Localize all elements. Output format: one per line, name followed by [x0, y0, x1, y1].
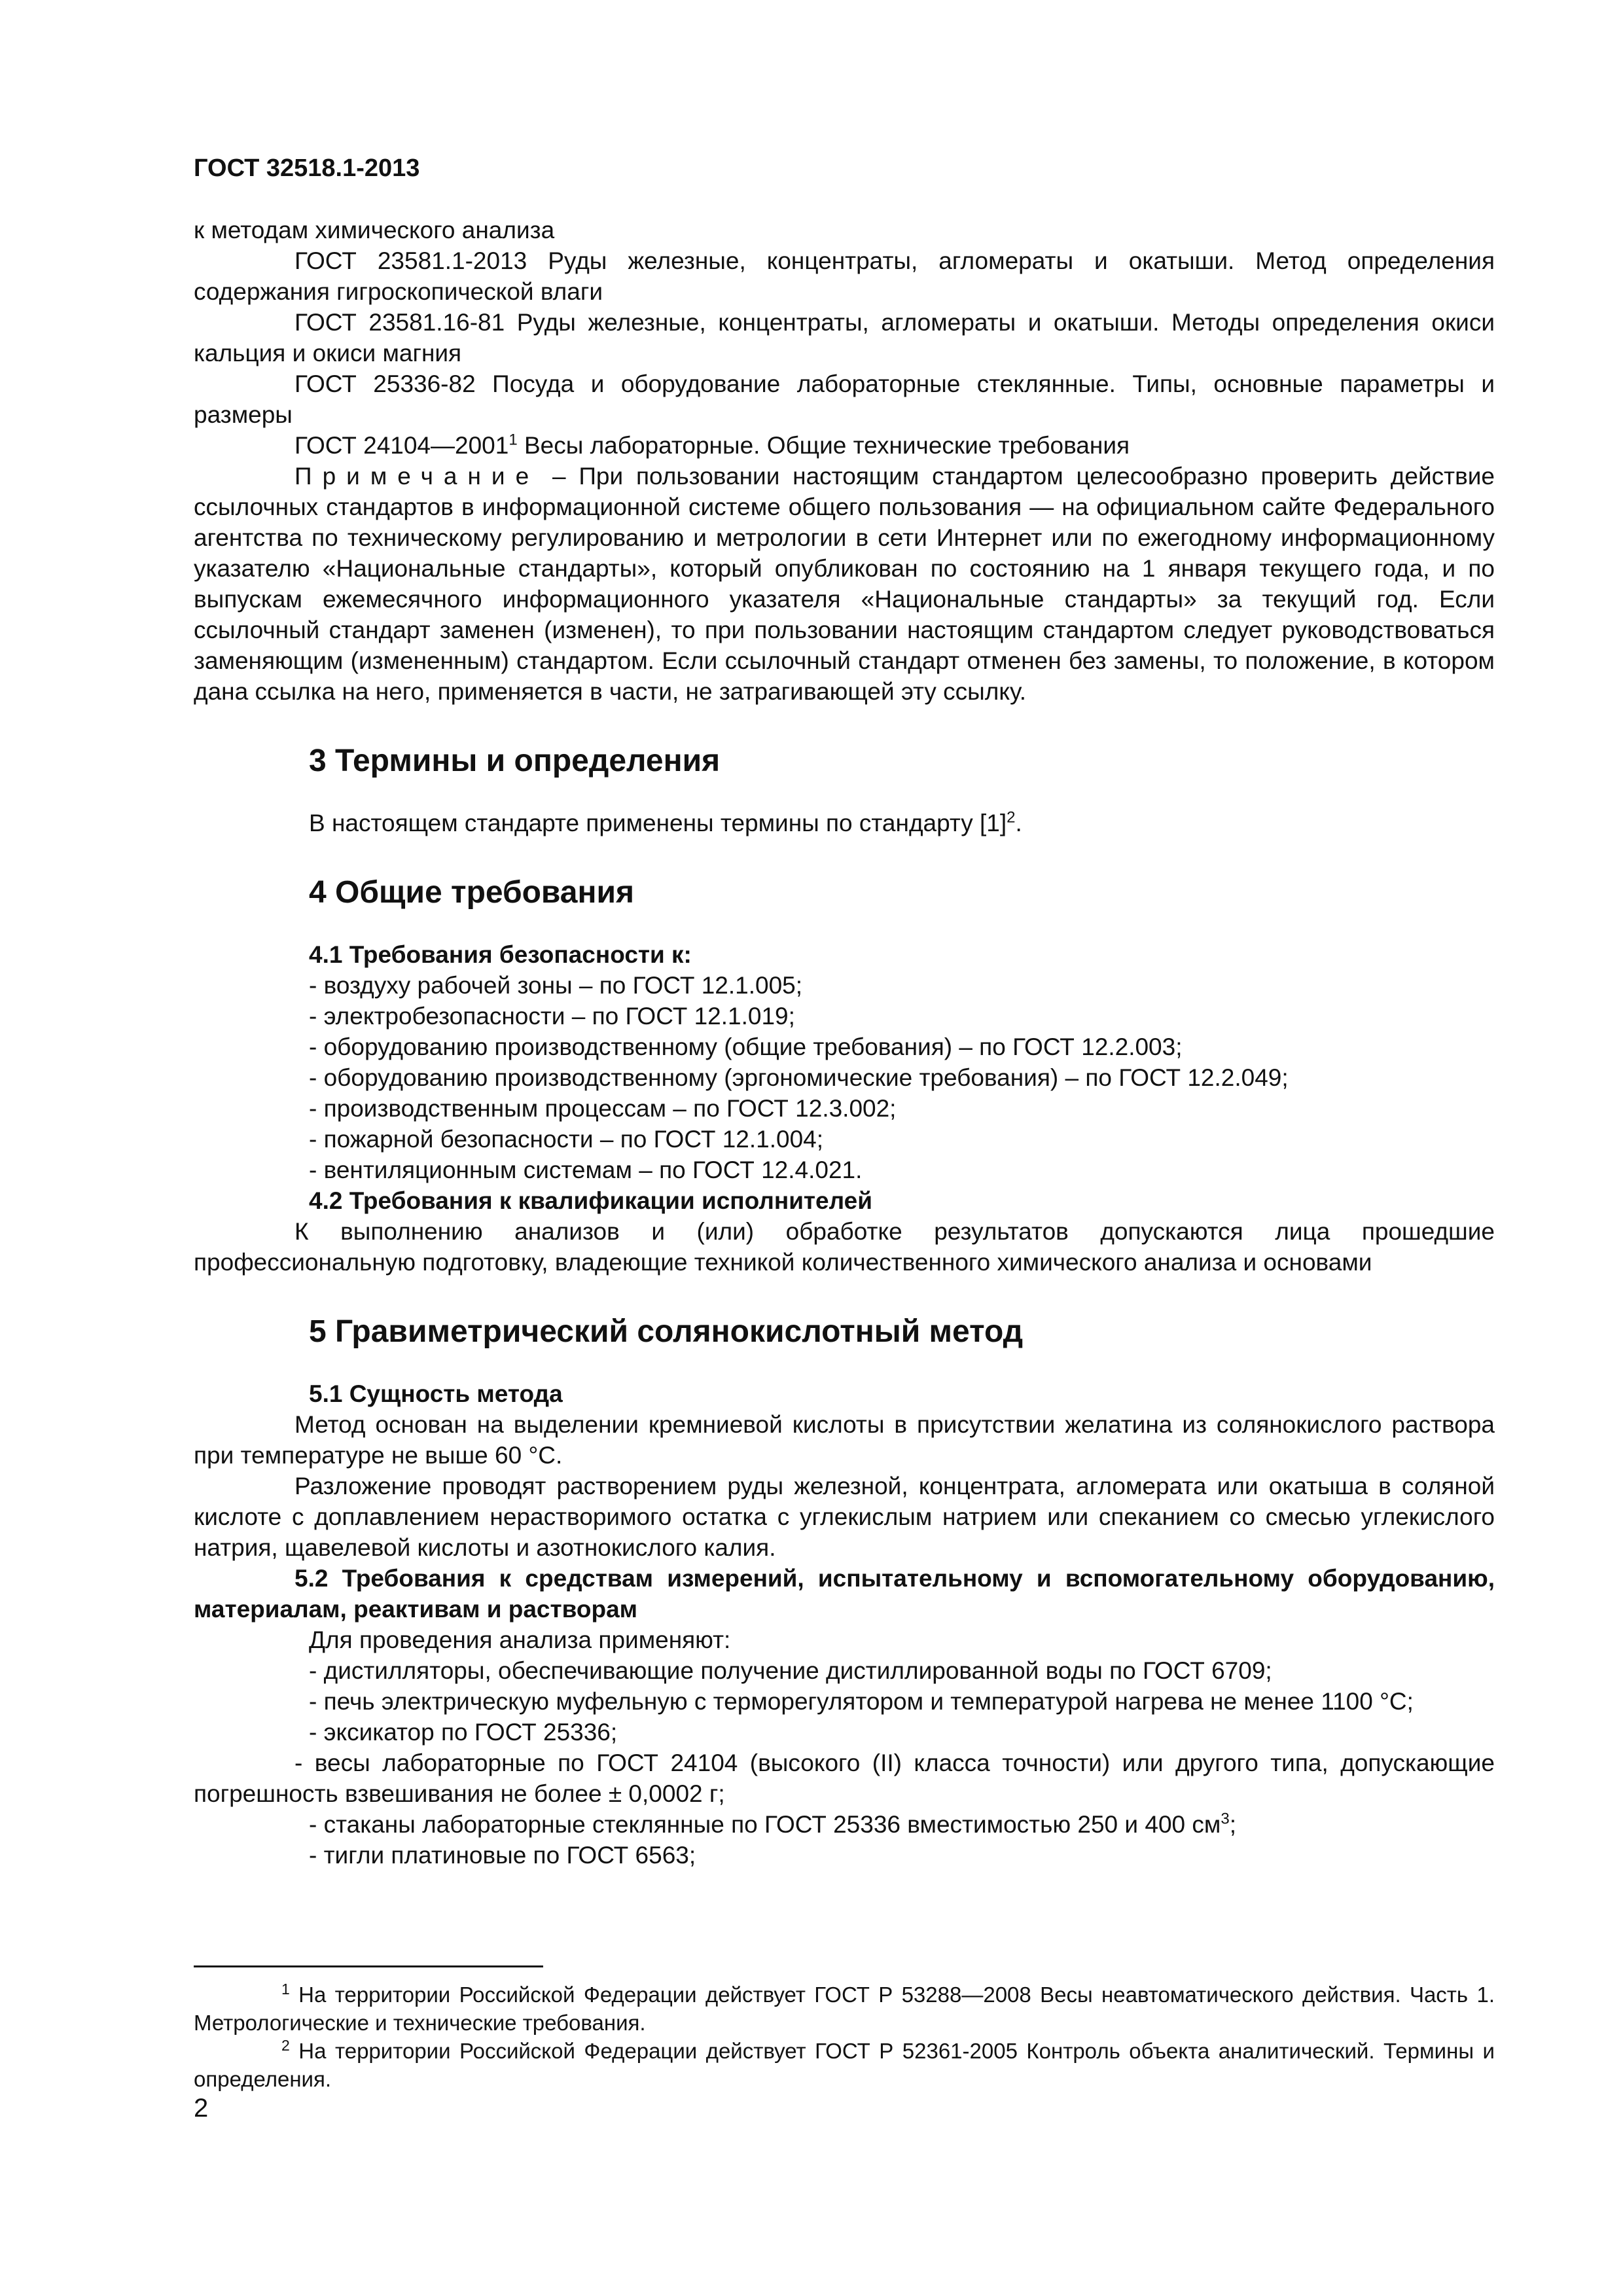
footnote-ref-2: 2 — [1007, 808, 1016, 827]
list-item: - эксикатор по ГОСТ 25336; — [309, 1719, 618, 1746]
subsection-5-1-heading: 5.1 Сущность метода — [309, 1380, 563, 1407]
reference-item: ГОСТ 24104—2001$^1$ Весы лабораторные. Общие технические требования — [294, 431, 1130, 459]
paragraph: Для проведения анализа применяют: — [309, 1626, 731, 1653]
subsection-4-1-heading: 4.1 Требования безопасности к: — [309, 941, 692, 968]
page-number: 2 — [194, 2094, 209, 2123]
equipment-list — [194, 1655, 1495, 1871]
reference-continuation: к методам химического анализа — [194, 217, 555, 243]
list-item: - пожарной безопасности – по ГОСТ 12.1.004; — [309, 1126, 824, 1153]
section-4-heading: 4 Общие требования — [309, 875, 634, 910]
document-header: ГОСТ 32518.1-2013 — [194, 154, 420, 182]
subsection-5-2-heading: 5.2 Требования к средствам измерений, испытательному и вспомогательному оборудованию, материалам, реактивам и растворам — [194, 1565, 1495, 1623]
section-3-heading: 3 Термины и определения — [309, 744, 721, 778]
list-item: - вентиляционным системам – по ГОСТ 12.4.021. — [309, 1157, 863, 1183]
paragraph: Разложение проводят растворением руды железной, концентрата, агломерата или окатыша в соляной кислоте с доплавлением нерастворимого остатка с углекислым натрием или спеканием со смесью углекислого натрия, щавелевой кислоты и азотнокислого калия. — [194, 1473, 1495, 1561]
list-item: - электробезопасности – по ГОСТ 12.1.019; — [309, 1003, 795, 1030]
superscript: 3 — [1221, 1810, 1230, 1828]
reference-item: ГОСТ 25336-82 Посуда и оборудование лабораторные стеклянные. Типы, основные параметры и размеры — [194, 370, 1495, 428]
footnotes — [194, 1965, 1495, 2093]
reference-item: ГОСТ 23581.1-2013 Руды железные, концентраты, агломераты и окатыши. Метод определения содержания гигроскопической влаги — [194, 247, 1495, 305]
footnote-ref-1: 1 — [508, 431, 518, 449]
list-item: - весы лабораторные по ГОСТ 24104 (высокого (II) класса точности) или другого типа, допускающие погрешность взвешивания не более ± 0,0002 г; — [194, 1749, 1495, 1807]
section-3-text: В настоящем стандарте применены термины по стандарту $[1]^2$. — [309, 808, 1022, 836]
list-item: - тигли платиновые по ГОСТ 6563; — [309, 1842, 696, 1869]
footnote-mark: 1 — [281, 1981, 290, 1998]
section-5-heading: 5 Гравиметрический солянокислотный метод — [309, 1314, 1024, 1349]
paragraph: Метод основан на выделении кремниевой кислоты в присутствии желатина из солянокислого раствора при температуре не выше 60 °С. — [194, 1411, 1495, 1469]
document-body — [194, 215, 1495, 1871]
reference-item: ГОСТ 23581.16-81 Руды железные, концентраты, агломераты и окатыши. Методы определения окиси кальция и окиси магния — [194, 309, 1495, 367]
note-label: Примечание — [294, 463, 540, 490]
list-item: - производственным процессам – по ГОСТ 12.3.002; — [309, 1095, 897, 1122]
list-item: - оборудованию производственному (эргономические требования) – по ГОСТ 12.2.049; — [309, 1064, 1289, 1091]
footnote-1: $^1$ На территории Российской Федерации действует ГОСТ Р 53288—2008 Весы неавтоматического действия. Часть 1. Метрологические и технические требования. — [194, 1981, 1495, 2035]
list-item: - стаканы лабораторные стеклянные по ГОСТ 25336 вместимостью 250 и 400 $см^3$; — [309, 1810, 1236, 1838]
subsection-4-2-heading: 4.2 Требования к квалификации исполнителей — [309, 1187, 872, 1214]
list-item: - оборудованию производственному (общие требования) – по ГОСТ 12.2.003; — [309, 1033, 1183, 1060]
footnote-separator — [194, 1965, 543, 1967]
list-item: - воздуху рабочей зоны – по ГОСТ 12.1.005; — [309, 972, 803, 999]
note-paragraph: Примечание – При пользовании настоящим стандартом целесообразно проверить действие ссылочных стандартов в информационной системе общего пользования — на официальном сайте Федерального агентства по техническому регулированию и метрологии в сети Интернет или по ежегодному информационному указателю «Национальные стандарты», который опубликован по состоянию на 1 января текущего года, и по выпускам ежемесячного информационного указателя «Национальные стандарты» за текущий год. Если ссылочный стандарт заменен (изменен), то при пользовании настоящим стандартом следует руководствоваться заменяющим (измененным) стандартом. Если ссылочный стандарт отменен без замены, то положение, в котором дана ссылка на него, применяется в части, не затрагивающей эту ссылку. — [194, 463, 1495, 705]
safety-requirements-list — [194, 970, 1495, 1185]
subsection-4-2-text: К выполнению анализов и (или) обработке результатов допускаются лица прошедшие профессиональную подготовку, владеющие техникой количественного химического анализа и основами — [194, 1218, 1495, 1276]
list-item: - дистилляторы, обеспечивающие получение дистиллированной воды по ГОСТ 6709; — [309, 1657, 1272, 1684]
footnote-mark: 2 — [281, 2037, 290, 2054]
list-item: - печь электрическую муфельную с терморегулятором и температурой нагрева не менее 1100 °С; — [309, 1688, 1414, 1715]
footnote-2: $^2$ На территории Российской Федерации действует ГОСТ Р 52361-2005 Контроль объекта аналитический. Термины и определения. — [194, 2037, 1495, 2091]
